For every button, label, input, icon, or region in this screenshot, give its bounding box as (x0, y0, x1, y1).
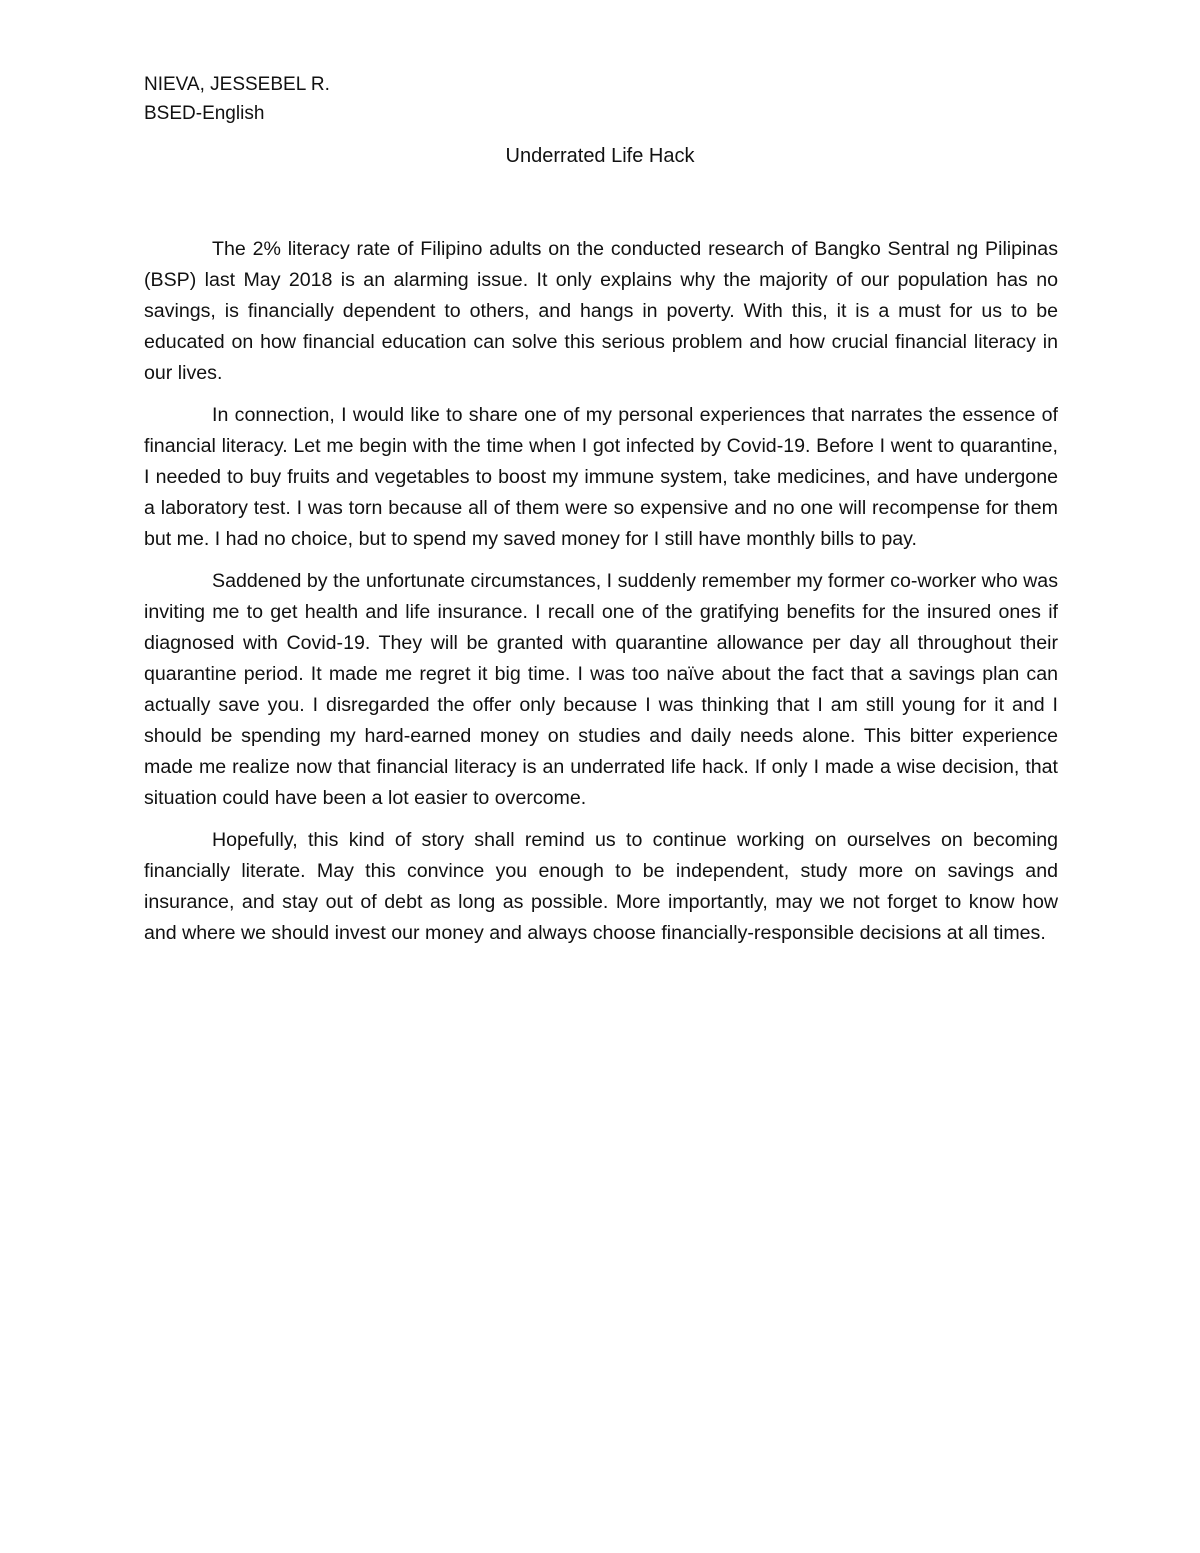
essay-body (144, 234, 1058, 960)
paragraph-1: The 2% literacy rate of Filipino adults on the conducted research of Bangko Sentral ng Pilipinas (BSP) last May 2018 is an alarming issue. It only explains why the majority of our population has no savings, is financially dependent to others, and hangs in poverty. With this, it is a must for us to be educated on how financial education can solve this serious problem and how crucial financial literacy in our lives. (144, 238, 1058, 384)
author-course: BSED-English (144, 103, 265, 124)
paragraph-2: In connection, I would like to share one of my personal experiences that narrates the essence of financial literacy. Let me begin with the time when I got infected by Covid-19. Before I went to quarantine, I needed to buy fruits and vegetables to boost my immune system, take medicines, and have undergone a laboratory test. I was torn because all of them were so expensive and no one will recompense for them but me. I had no choice, but to spend my saved money for I still have monthly bills to pay. (144, 404, 1058, 550)
paragraph-4: Hopefully, this kind of story shall remind us to continue working on ourselves on becoming financially literate. May this convince you enough to be independent, study more on savings and insurance, and stay out of debt as long as possible. More importantly, may we not forget to know how and where we should invest our money and always choose financially-responsible decisions at all times. (144, 829, 1058, 944)
author-header (144, 70, 330, 128)
paragraph-3: Saddened by the unfortunate circumstances, I suddenly remember my former co-worker who was inviting me to get health and life insurance. I recall one of the gratifying benefits for the insured ones if diagnosed with Covid-19. They will be granted with quarantine allowance per day all throughout their quarantine period. It made me regret it big time. I was too naïve about the fact that a savings plan can actually save you. I disregarded the offer only because I was thinking that I am still young for it and I should be spending my hard-earned money on studies and daily needs alone. This bitter experience made me realize now that financial literacy is an underrated life hack. If only I made a wise decision, that situation could have been a lot easier to overcome. (144, 570, 1058, 809)
document-title: Underrated Life Hack (505, 145, 695, 167)
author-name: NIEVA, JESSEBEL R. (144, 74, 330, 95)
